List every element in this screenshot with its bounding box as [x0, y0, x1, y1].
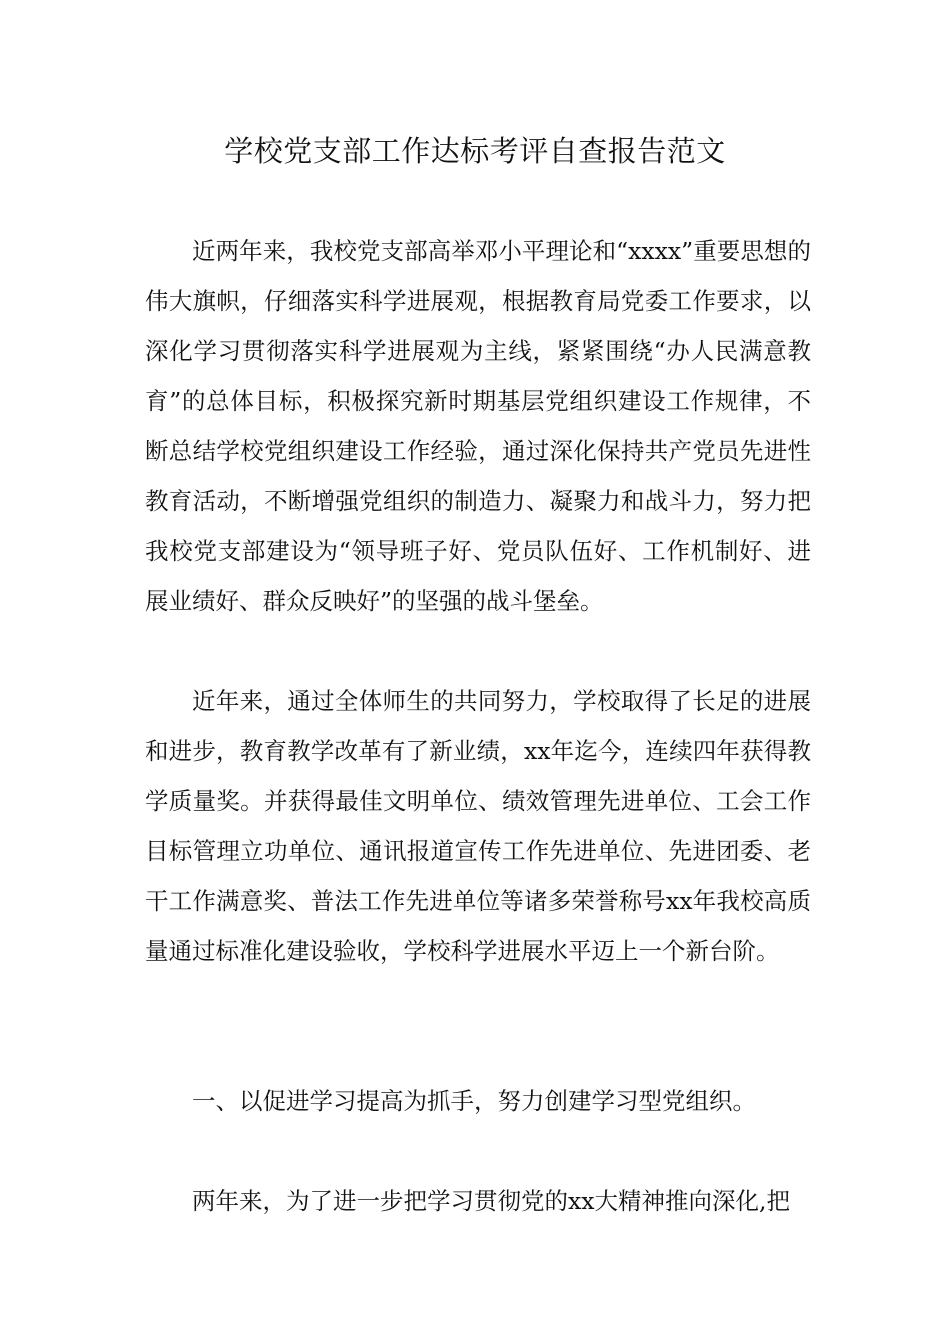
section-heading-1: 一、以促进学习提高为抓手，努力创建学习型党组织。	[192, 1087, 756, 1115]
paragraph-section-1-start: 两年来，为了进一步把学习贯彻党的xx大精神推向深化,把	[192, 1187, 790, 1215]
paragraph-intro: 近两年来，我校党支部高举邓小平理论和“xxxx”重要思想的伟大旗帜，仔细落实科学进展观，根据教育局党委工作要求，以深化学习贯彻落实科学进展观为主线，紧紧围绕“办人民满意教育”的总体目标，积极探究新时期基层党组织建设工作规律，不断总结学校党组织建设工作经验，通过深化保持共产党员先进性教育活动，不断增强党组织的制造力、凝聚力和战斗力，努力把我校党支部建设为“领导班子好、党员队伍好、工作机制好、进展业绩好、群众反映好”的坚强的战斗堡垒。	[145, 237, 811, 615]
document-title: 学校党支部工作达标考评自查报告范文	[224, 134, 726, 168]
paragraph-achievements: 近年来，通过全体师生的共同努力，学校取得了长足的进展和进步，教育教学改革有了新业绩，xx年迄今，连续四年获得教学质量奖。并获得最佳文明单位、绩效管理先进单位、工会工作目标管理立功单位、通讯报道宣传工作先进单位、先进团委、老干工作满意奖、普法工作先进单位等诸多荣誉称号xx年我校高质量通过标准化建设验收，学校科学进展水平迈上一个新台阶。	[145, 687, 811, 965]
